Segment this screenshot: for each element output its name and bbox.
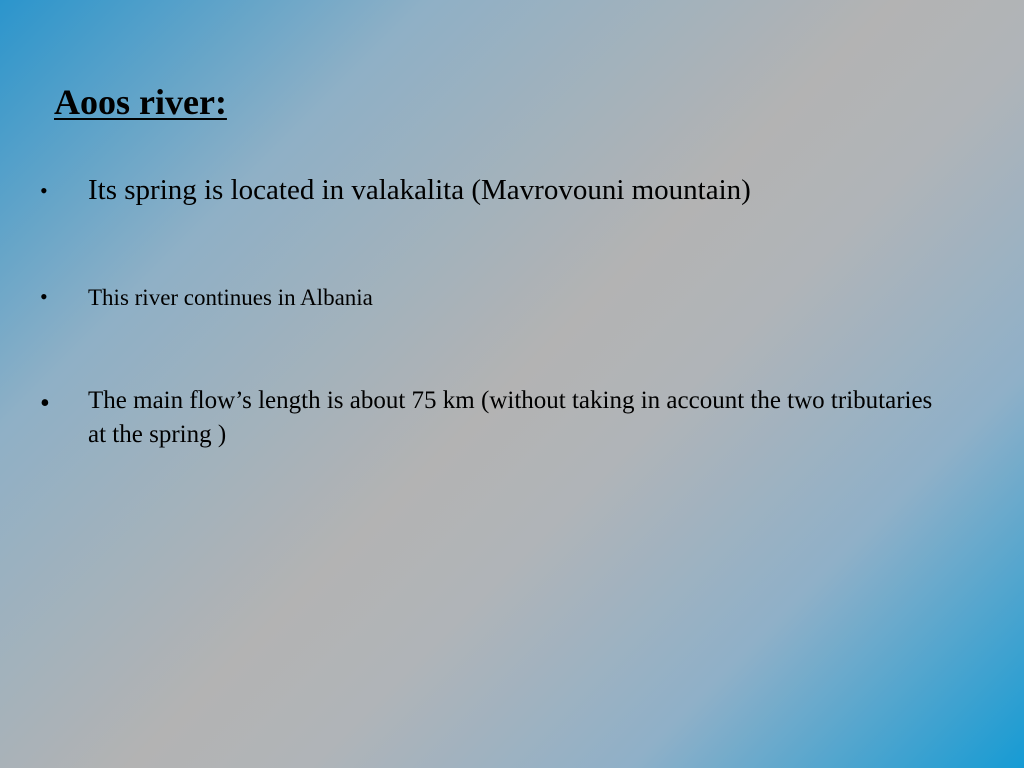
bullet-text: This river continues in Albania: [88, 285, 373, 310]
bullet-icon: •: [40, 284, 48, 309]
bullet-icon: •: [40, 178, 48, 203]
slide-title: Aoos river:: [54, 82, 227, 122]
bullet-icon: •: [40, 388, 50, 419]
bullet-text: The main flow’s length is about 75 km (without taking in account the two tributaries at the spring ): [88, 387, 933, 448]
bullet-text: Its spring is located in valakalita (Mavrovouni mountain): [88, 174, 751, 206]
